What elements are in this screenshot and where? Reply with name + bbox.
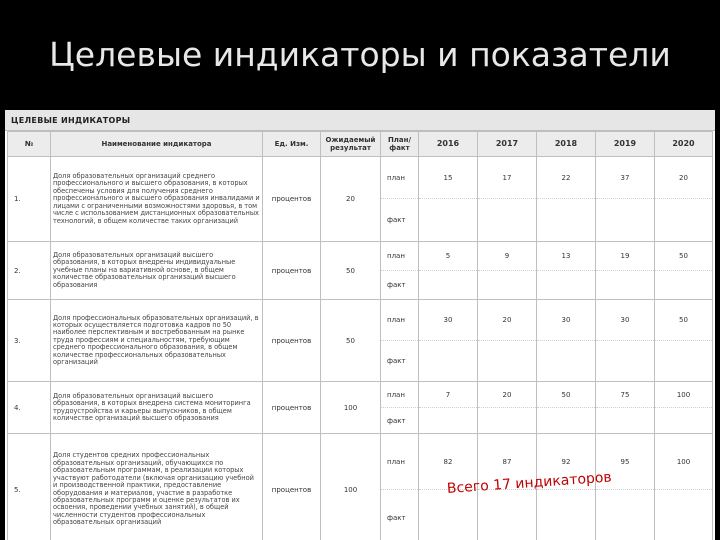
plan-value: 7 (419, 382, 477, 408)
plan-value: 50 (537, 382, 595, 408)
fact-value (596, 199, 654, 241)
plan-value: 37 (596, 157, 654, 199)
plan-value-2020 (655, 300, 713, 382)
fact-value (419, 408, 477, 433)
fact-value (537, 199, 595, 241)
indicator-name: Доля студентов средних профессиональных образовательных организаций, обучающихся по образовательным программам, в реализации которых участвуют работодатели (включая организацию учебной и производственной практики, предоставление оборудования и материалов, участие в разработке образовательных программ и оценке результатов их освоения, проведении учебных занятий), в общей численности студентов профессиональных образовательных организаций (51, 434, 263, 540)
plan-fact-cell (381, 157, 419, 242)
plan-label: план (381, 434, 418, 490)
plan-value: 92 (537, 434, 595, 490)
table-header-row (8, 132, 713, 157)
fact-value (655, 199, 712, 241)
fact-value (596, 408, 654, 433)
col-header-2020: 2020 (655, 132, 713, 157)
plan-value-2019 (596, 382, 655, 434)
plan-value: 15 (419, 157, 477, 199)
plan-value: 87 (478, 434, 536, 490)
col-header-planfact: План/ факт (381, 132, 419, 157)
plan-value-2020 (655, 434, 713, 540)
plan-value-2017 (478, 382, 537, 434)
plan-value-2016 (419, 300, 478, 382)
plan-value-2016 (419, 382, 478, 434)
plan-value: 22 (537, 157, 595, 199)
plan-value: 9 (478, 242, 536, 271)
plan-fact-cell (381, 242, 419, 300)
slide-title: Целевые индикаторы и показатели (49, 34, 671, 74)
plan-label: план (381, 300, 418, 341)
plan-value-2019 (596, 157, 655, 242)
plan-fact-cell (381, 434, 419, 540)
col-header-name: Наименование индикатора (51, 132, 263, 157)
plan-value: 50 (655, 242, 712, 271)
plan-label: план (381, 157, 418, 199)
total-indicators-note: Всего 17 индикаторов (446, 469, 613, 497)
document-header: ЦЕЛЕВЫЕ ИНДИКАТОРЫ (5, 110, 715, 131)
fact-value (596, 271, 654, 299)
plan-value-2016 (419, 157, 478, 242)
row-number: 2. (8, 242, 51, 300)
expected-result: 50 (321, 242, 381, 300)
col-header-2019: 2019 (596, 132, 655, 157)
col-header-2017: 2017 (478, 132, 537, 157)
plan-value-2018 (537, 382, 596, 434)
fact-value (655, 408, 712, 433)
plan-value: 20 (478, 382, 536, 408)
plan-label: план (381, 242, 418, 271)
row-number: 5. (8, 434, 51, 540)
fact-value (537, 271, 595, 299)
fact-value (419, 199, 477, 241)
expected-result: 100 (321, 434, 381, 540)
fact-label: факт (387, 416, 406, 425)
plan-value: 30 (537, 300, 595, 341)
table-row (8, 300, 713, 382)
col-header-num: № (8, 132, 51, 157)
fact-value (419, 490, 477, 540)
indicator-name: Доля образовательных организаций высшего образования, в которых внедрена система мониторинга трудоустройства и карьеры выпускников, в общем количестве организаций высшего образования (51, 382, 263, 434)
plan-value-2020 (655, 242, 713, 300)
indicator-name: Доля профессиональных образовательных организаций, в которых осуществляется подготовка кадров по 50 наиболее перспективным и востребованным на рынке труда профессиям и специальностям, требующим среднего профессионального образования, в общем количестве профессиональных образовательных организаций (51, 300, 263, 382)
unit-cell: процентов (263, 434, 321, 540)
plan-value: 30 (596, 300, 654, 341)
plan-value-2019 (596, 300, 655, 382)
fact-value (478, 408, 536, 433)
plan-value: 17 (478, 157, 536, 199)
plan-label: план (381, 382, 418, 408)
expected-result: 100 (321, 382, 381, 434)
plan-value: 100 (655, 434, 712, 490)
fact-value (537, 490, 595, 540)
plan-value-2016 (419, 242, 478, 300)
plan-value-2017 (478, 300, 537, 382)
expected-result: 20 (321, 157, 381, 242)
fact-label: факт (387, 513, 406, 522)
fact-value (537, 408, 595, 433)
plan-value-2020 (655, 382, 713, 434)
fact-value (478, 341, 536, 381)
plan-value-2018 (537, 300, 596, 382)
table-row (8, 434, 713, 540)
fact-value (655, 341, 712, 381)
table-row (8, 382, 713, 434)
plan-value: 95 (596, 434, 654, 490)
plan-value: 75 (596, 382, 654, 408)
plan-value: 30 (419, 300, 477, 341)
fact-value (478, 271, 536, 299)
plan-value: 100 (655, 382, 712, 408)
unit-cell: процентов (263, 242, 321, 300)
table-row (8, 157, 713, 242)
plan-value: 20 (655, 157, 712, 199)
expected-result: 50 (321, 300, 381, 382)
plan-fact-cell (381, 382, 419, 434)
row-number: 1. (8, 157, 51, 242)
plan-value: 20 (478, 300, 536, 341)
unit-cell: процентов (263, 382, 321, 434)
fact-value (478, 199, 536, 241)
plan-value: 19 (596, 242, 654, 271)
fact-label: факт (387, 357, 406, 365)
indicator-name: Доля образовательных организаций высшего образования, в которых внедрены индивидуальные учебные планы на вариативной основе, в общем количестве образовательных организаций высшего образования (51, 242, 263, 300)
col-header-result: Ожидаемый результат (321, 132, 381, 157)
plan-value-2018 (537, 242, 596, 300)
fact-value (478, 490, 536, 540)
unit-cell: процентов (263, 300, 321, 382)
plan-value-2020 (655, 157, 713, 242)
table-row (8, 242, 713, 300)
fact-value (419, 341, 477, 381)
fact-value (419, 271, 477, 299)
fact-value (655, 490, 712, 540)
plan-value-2019 (596, 434, 655, 540)
indicator-name: Доля образовательных организаций среднего профессионального и высшего образования, в которых обеспечены условия для получения среднего профессионального и высшего образования инвалидами и лицами с ограниченными возможностями здоровья, в том числе с использованием дистанционных образовательных технологий, в общем количестве таких организаций (51, 157, 263, 242)
plan-value: 82 (419, 434, 477, 490)
fact-value (655, 271, 712, 299)
plan-value: 13 (537, 242, 595, 271)
col-header-2018: 2018 (537, 132, 596, 157)
plan-value: 5 (419, 242, 477, 271)
unit-cell: процентов (263, 157, 321, 242)
plan-value-2018 (537, 157, 596, 242)
fact-value (537, 341, 595, 381)
col-header-unit: Ед. Изм. (263, 132, 321, 157)
plan-value: 50 (655, 300, 712, 341)
col-header-2016: 2016 (419, 132, 478, 157)
fact-label: факт (387, 281, 406, 289)
plan-fact-cell (381, 300, 419, 382)
row-number: 3. (8, 300, 51, 382)
fact-value (596, 490, 654, 540)
fact-label: факт (387, 216, 406, 224)
plan-value-2017 (478, 242, 537, 300)
plan-value-2019 (596, 242, 655, 300)
fact-value (596, 341, 654, 381)
row-number: 4. (8, 382, 51, 434)
plan-value-2017 (478, 157, 537, 242)
